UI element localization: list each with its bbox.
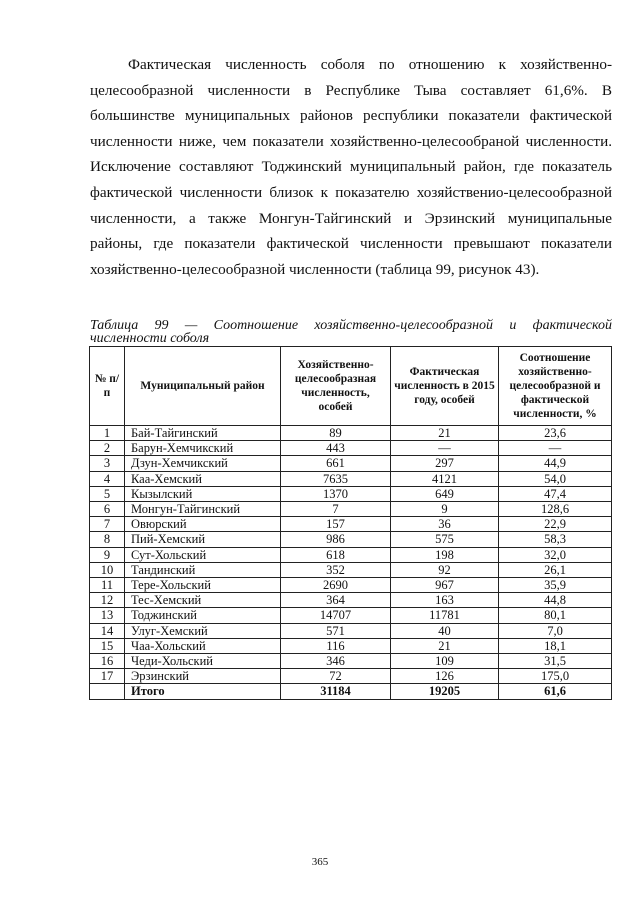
cell-district: Тере-Хольский [125,578,281,593]
cell-no: 7 [90,517,125,532]
cell-district: Улуг-Хемский [125,623,281,638]
cell-district: Тандинский [125,562,281,577]
table-row [90,502,612,517]
table-row [90,456,612,471]
cell-district: Монгун-Тайгинский [125,502,281,517]
cell-target: 157 [281,517,391,532]
cell-district: Тоджинский [125,608,281,623]
table-header-row [90,347,612,426]
cell-district: Итого [125,684,281,699]
cell-ratio: — [499,441,612,456]
cell-no: 3 [90,456,125,471]
cell-actual: 92 [391,562,499,577]
cell-target: 89 [281,426,391,441]
cell-target: 352 [281,562,391,577]
cell-no: 2 [90,441,125,456]
table-row [90,623,612,638]
cell-district: Сут-Хольский [125,547,281,562]
cell-actual: 36 [391,517,499,532]
cell-target: 571 [281,623,391,638]
cell-district: Пий-Хемский [125,532,281,547]
cell-actual: 575 [391,532,499,547]
cell-no: 15 [90,638,125,653]
header-target-population: Хозяйственно-целесообразная численность, особей [281,347,391,426]
cell-no: 5 [90,486,125,501]
cell-target: 14707 [281,608,391,623]
table-row [90,441,612,456]
cell-target: 1370 [281,486,391,501]
cell-ratio: 44,8 [499,593,612,608]
cell-no: 6 [90,502,125,517]
table-row [90,654,612,669]
page-number: 365 [311,856,329,868]
cell-district: Каа-Хемский [125,471,281,486]
cell-ratio: 175,0 [499,669,612,684]
cell-district: Кызылский [125,486,281,501]
cell-ratio: 26,1 [499,562,612,577]
table-body [90,426,612,700]
table-total-row [90,684,612,699]
cell-actual: 21 [391,426,499,441]
cell-actual: 649 [391,486,499,501]
sable-population-table [89,346,612,700]
table-row [90,471,612,486]
cell-ratio: 44,9 [499,456,612,471]
paragraph-text: Фактическая численность соболя по отношению к хозяйственно-целесообразной численности в Республике Тыва составляет 61,6%. В большинстве муниципальных районов республики показатели фактической численности ниже, чем показатели хозяйственно-целесообраной численности. Исключение составляют Тоджинский муниципальный район, где показатель фактической численности близок к показателю хозяйственио-целесообразной численности, а также Монгун-Тайгинский и Эрзинский муниципальные районы, где показатели фактической численности превышают показатели хозяйственно-целесообразной численности (таблица 99, рисунок 43). [90,56,612,278]
header-actual-population: Фактическая численность в 2015 году, особей [391,347,499,426]
cell-district: Тес-Хемский [125,593,281,608]
header-ratio: Соотношение хозяйственно-целесообразной и фактической численности, % [499,347,612,426]
table-row [90,426,612,441]
cell-no: 17 [90,669,125,684]
table-row [90,486,612,501]
cell-district: Дзун-Хемчикский [125,456,281,471]
cell-actual: 19205 [391,684,499,699]
cell-target: 72 [281,669,391,684]
cell-district: Чеди-Хольский [125,654,281,669]
cell-ratio: 7,0 [499,623,612,638]
cell-target: 443 [281,441,391,456]
table-row [90,562,612,577]
cell-no: 13 [90,608,125,623]
table-row [90,608,612,623]
cell-actual: 967 [391,578,499,593]
cell-no: 9 [90,547,125,562]
cell-ratio: 61,6 [499,684,612,699]
cell-actual: 4121 [391,471,499,486]
cell-no [90,684,125,699]
header-number: № п/п [90,347,125,426]
cell-ratio: 18,1 [499,638,612,653]
cell-actual: 198 [391,547,499,562]
cell-target: 364 [281,593,391,608]
cell-target: 618 [281,547,391,562]
cell-no: 11 [90,578,125,593]
cell-actual: 9 [391,502,499,517]
cell-target: 661 [281,456,391,471]
cell-district: Эрзинский [125,669,281,684]
cell-no: 12 [90,593,125,608]
cell-ratio: 31,5 [499,654,612,669]
cell-target: 346 [281,654,391,669]
cell-district: Чаа-Хольский [125,638,281,653]
header-district: Муниципальный район [125,347,281,426]
cell-no: 16 [90,654,125,669]
cell-target: 116 [281,638,391,653]
cell-target: 2690 [281,578,391,593]
table-row [90,517,612,532]
cell-ratio: 128,6 [499,502,612,517]
cell-actual: 109 [391,654,499,669]
table-row [90,593,612,608]
cell-target: 7635 [281,471,391,486]
cell-actual: 40 [391,623,499,638]
cell-actual: 11781 [391,608,499,623]
table-row [90,532,612,547]
cell-ratio: 32,0 [499,547,612,562]
cell-actual: — [391,441,499,456]
cell-no: 10 [90,562,125,577]
cell-target: 31184 [281,684,391,699]
cell-ratio: 47,4 [499,486,612,501]
body-paragraph [90,52,612,282]
table-row [90,669,612,684]
cell-ratio: 80,1 [499,608,612,623]
cell-actual: 163 [391,593,499,608]
cell-ratio: 54,0 [499,471,612,486]
table-row [90,578,612,593]
table-row [90,547,612,562]
table-row [90,638,612,653]
cell-target: 986 [281,532,391,547]
cell-district: Овюрский [125,517,281,532]
cell-actual: 126 [391,669,499,684]
cell-district: Бай-Тайгинский [125,426,281,441]
cell-ratio: 23,6 [499,426,612,441]
cell-no: 4 [90,471,125,486]
cell-ratio: 35,9 [499,578,612,593]
cell-ratio: 58,3 [499,532,612,547]
cell-no: 8 [90,532,125,547]
cell-actual: 21 [391,638,499,653]
table-caption: Таблица 99 — Соотношение хозяйственно-целесообразной и фактической численности соболя [90,318,612,346]
cell-target: 7 [281,502,391,517]
cell-ratio: 22,9 [499,517,612,532]
cell-no: 1 [90,426,125,441]
cell-no: 14 [90,623,125,638]
cell-actual: 297 [391,456,499,471]
cell-district: Барун-Хемчикский [125,441,281,456]
